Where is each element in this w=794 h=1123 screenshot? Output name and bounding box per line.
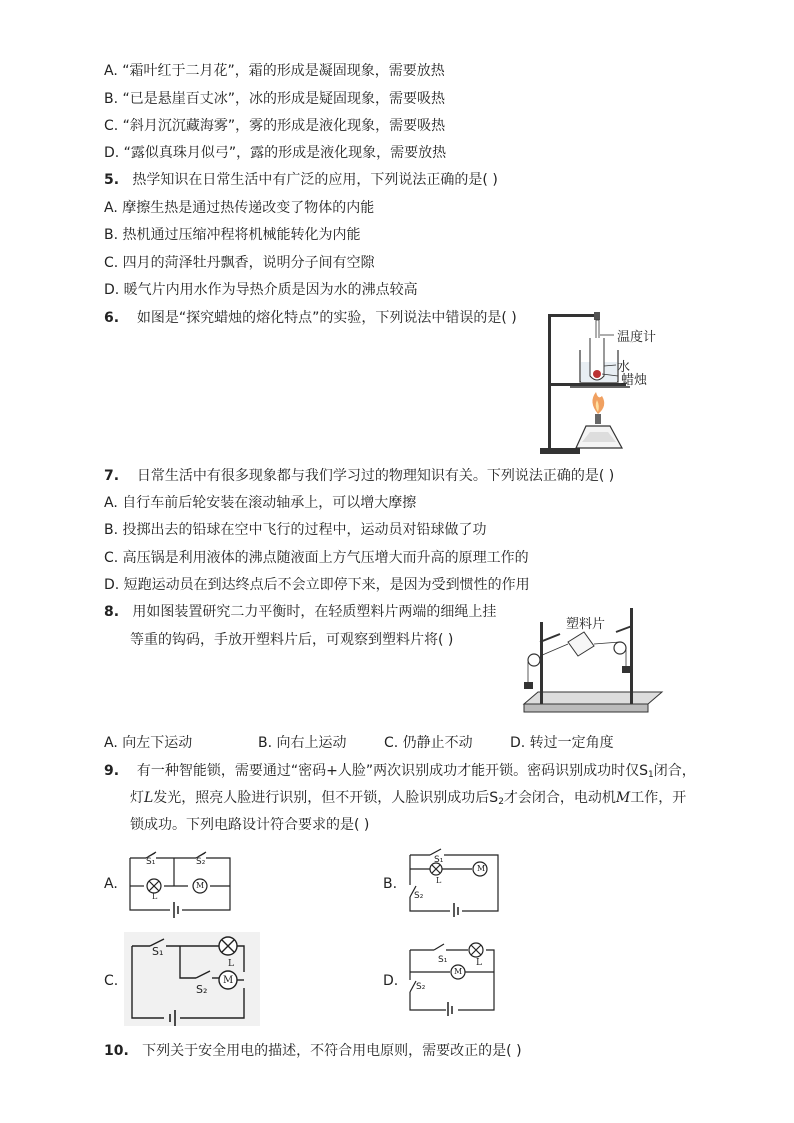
q9-stem-line-3: 锁成功。下列电路设计符合要求的是( ) xyxy=(130,817,370,833)
circuit-option-c-label: C. xyxy=(104,973,119,989)
q8-option-c: C. 仍静止不动 xyxy=(384,735,473,751)
circuit-c-motor-label: M xyxy=(223,975,234,986)
q4-option-c: C. “斜月沉沉藏海雾”，雾的形成是液化现象，需要吸热 xyxy=(104,118,446,134)
circuit-diagram-a xyxy=(126,850,236,918)
q9-line1-subscript: 1 xyxy=(648,770,654,780)
q9-motor-symbol: M xyxy=(615,790,631,806)
q7-option-c: C. 高压锅是利用液体的沸点随液面上方气压增大而升高的原理工作的 xyxy=(104,550,529,566)
q8-option-a: A. 向左下运动 xyxy=(104,735,193,751)
q8-stem-part-1: 用如图装置研究二力平衡时，在轻质塑料片两端的细绳上挂 xyxy=(132,604,497,620)
q9-line1-part-b: 闭合， xyxy=(653,763,696,779)
circuit-a-s1-label: S₁ xyxy=(146,857,156,867)
q9-line2-part-d: 工作，开 xyxy=(630,790,687,806)
q7-stem: 日常生活中有很多现象都与我们学习过的物理知识有关。下列说法正确的是( ) xyxy=(136,468,615,484)
q9-line2-subscript: 2 xyxy=(498,797,504,807)
circuit-a-lamp-label: L xyxy=(152,892,158,901)
q9-line2-part-a: 灯 xyxy=(130,790,144,806)
q6-number: 6. xyxy=(104,310,120,326)
q5-stem-line xyxy=(104,171,498,189)
q9-stem-line-2 xyxy=(130,789,686,811)
circuit-c-s2-label: S₂ xyxy=(196,983,208,996)
plastic-sheet-label: 塑料片 xyxy=(566,617,606,632)
circuit-diagram-d xyxy=(406,940,498,1016)
circuit-a-motor-label: M xyxy=(196,881,205,890)
q8-option-b: B. 向右上运动 xyxy=(258,735,347,751)
q9-number: 9. xyxy=(104,763,120,779)
q9-line2-part-c: 才会闭合，电动机 xyxy=(503,790,616,806)
circuit-d-motor-label: M xyxy=(454,967,463,976)
circuit-c-lamp-label: L xyxy=(228,959,234,969)
q4-option-b: B. “已是悬崖百丈冰”，冰的形成是疑固现象，需要吸热 xyxy=(104,91,446,107)
q6-stem-line xyxy=(104,309,517,327)
circuit-b-motor-label: M xyxy=(477,864,486,873)
q8-option-d: D. 转过一定角度 xyxy=(510,735,614,751)
q10-number: 10. xyxy=(104,1043,129,1059)
q7-option-a: A. 自行车前后轮安装在滚动轴承上，可以增大摩擦 xyxy=(104,495,417,511)
q10-stem: 下列关于安全用电的描述，不符合用电原则，需要改正的是( ) xyxy=(142,1043,522,1059)
q5-option-d: D. 暖气片内用水作为导热介质是因为水的沸点较高 xyxy=(104,282,418,298)
circuit-d-s1-label: S₁ xyxy=(438,955,448,965)
candle-label: 蜡烛 xyxy=(621,373,648,388)
q5-option-c: C. 四月的菏泽牡丹飘香，说明分子间有空隙 xyxy=(104,255,375,271)
circuit-b-s2-label: S₂ xyxy=(414,891,424,901)
q9-stem-line-1 xyxy=(104,762,696,784)
q10-stem-line xyxy=(104,1042,522,1060)
q5-option-a: A. 摩擦生热是通过热传递改变了物体的内能 xyxy=(104,200,375,216)
circuit-diagram-b xyxy=(406,847,502,917)
q7-option-b: B. 投掷出去的铅球在空中飞行的过程中，运动员对铅球做了功 xyxy=(104,522,487,538)
q8-stem-line-1 xyxy=(104,603,496,621)
q4-option-a: A. “霜叶红于二月花”，霜的形成是凝固现象，需要放热 xyxy=(104,63,445,79)
circuit-b-s1-label: S₁ xyxy=(434,855,444,865)
q9-line1-part-a: 有一种智能锁，需要通过“密码+人脸”两次识别成功才能开锁。密码识别成功时仅S xyxy=(136,763,648,779)
q4-option-d: D. “露似真珠月似弓”，露的形成是液化现象，需要放热 xyxy=(104,145,447,161)
circuit-d-lamp-label: L xyxy=(476,958,482,968)
q9-line2-part-b: 发光，照亮人脸进行识别，但不开锁，人脸识别成功后S xyxy=(153,790,499,806)
circuit-option-a-label: A. xyxy=(104,876,118,892)
q7-option-d: D. 短跑运动员在到达终点后不会立即停下来，是因为受到惯性的作用 xyxy=(104,577,530,593)
q8-number: 8. xyxy=(104,604,120,620)
circuit-a-s2-label: S₂ xyxy=(196,857,206,867)
thermometer-label: 温度计 xyxy=(617,330,657,345)
q9-lamp-symbol: L xyxy=(144,790,154,806)
circuit-c-s1-label: S₁ xyxy=(152,945,164,958)
q5-number: 5. xyxy=(104,172,120,188)
q8-stem-line-2: 等重的钩码，手放开塑料片后，可观察到塑料片将( ) xyxy=(130,632,454,648)
water-label: 水 xyxy=(617,360,631,375)
q6-stem: 如图是“探究蜡烛的熔化特点”的实验，下列说法中错误的是( ) xyxy=(136,310,517,326)
circuit-option-d-label: D. xyxy=(383,973,399,989)
q5-stem: 热学知识在日常生活中有广泛的应用，下列说法正确的是( ) xyxy=(132,172,498,188)
circuit-b-lamp-label: L xyxy=(436,876,442,885)
q7-stem-line xyxy=(104,467,614,485)
circuit-option-b-label: B. xyxy=(383,876,398,892)
circuit-d-s2-label: S₂ xyxy=(416,982,426,992)
q5-option-b: B. 热机通过压缩冲程将机械能转化为内能 xyxy=(104,227,361,243)
circuit-diagram-c xyxy=(124,932,260,1026)
q7-number: 7. xyxy=(104,468,120,484)
